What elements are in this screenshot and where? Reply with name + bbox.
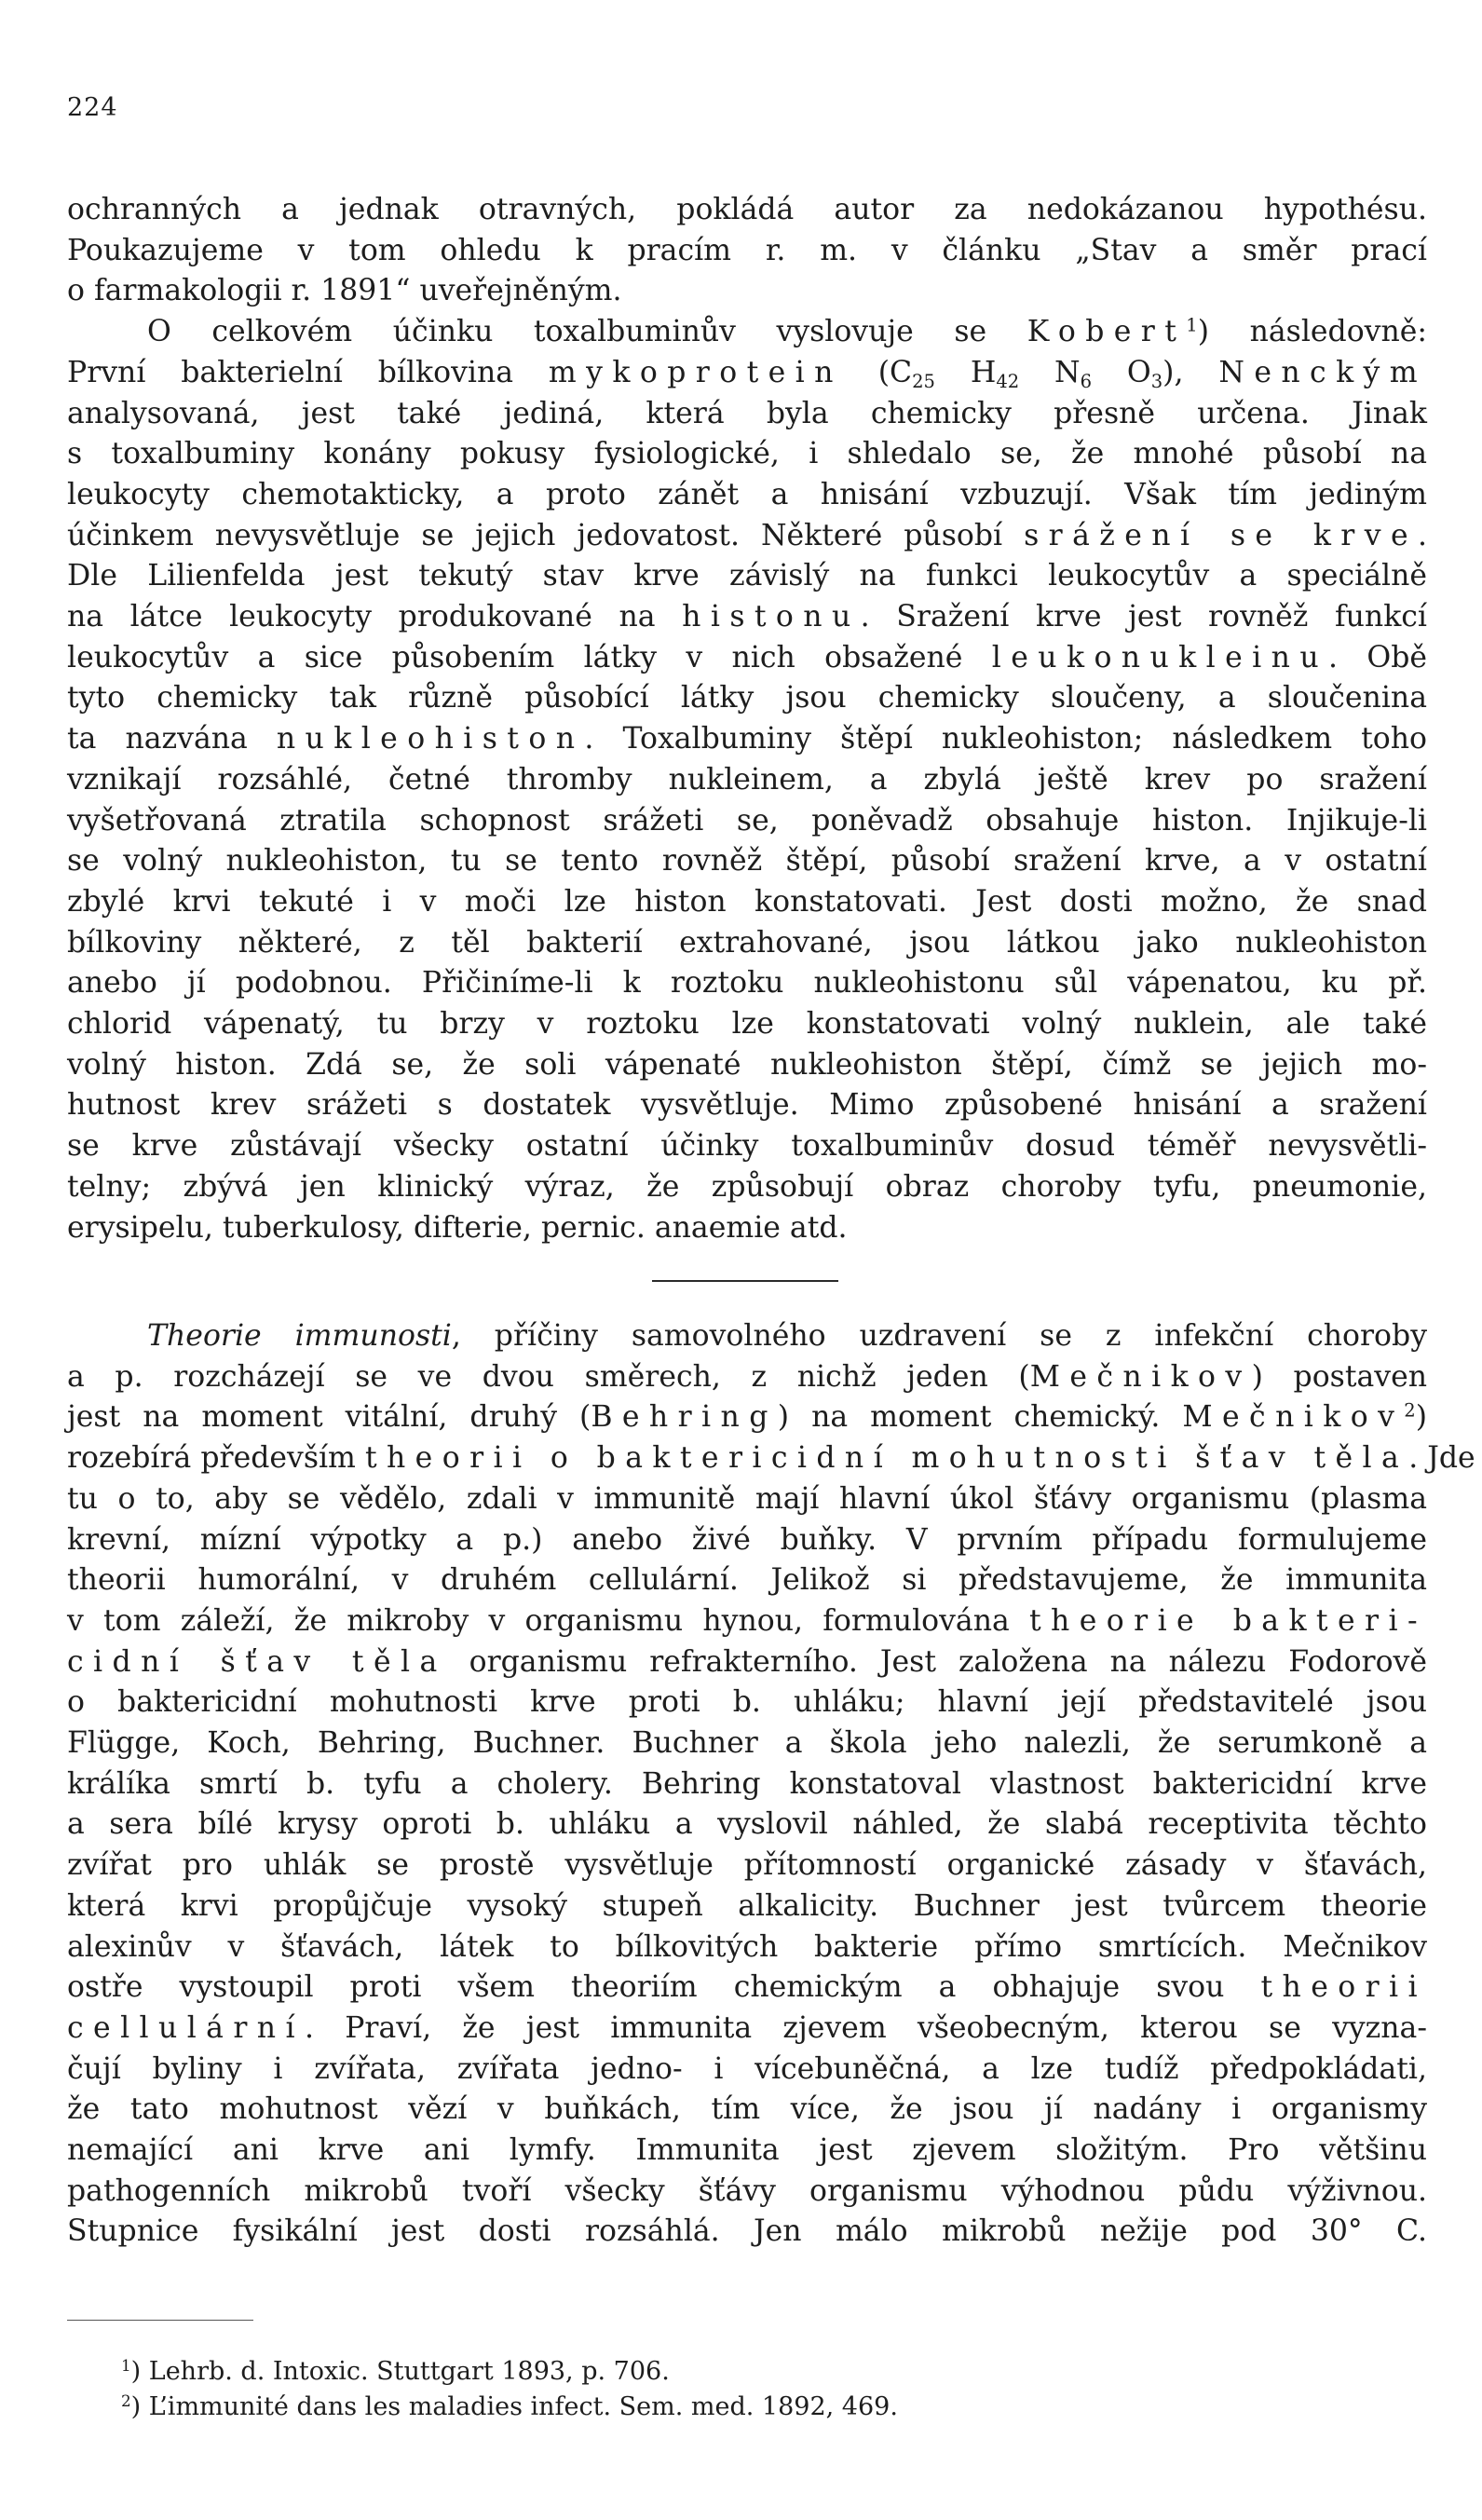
author-name: Mečnikov (1182, 1400, 1405, 1435)
emphasized-term: cellulární (67, 2010, 305, 2045)
text-line: účinkem nevysvětluje se jejich jedovatost. Některé působí srážení se krve. (67, 518, 1427, 552)
text-line: Theorie immunosti, příčiny samovolného uzdravení se z infekční choroby (147, 1319, 1427, 1353)
emphasized-term: theorie bakteri- (1029, 1603, 1427, 1638)
text-line: theorii humorální, v druhém cellulární. Jelikož si představujeme, že immunita (67, 1563, 1427, 1598)
text-line: se volný nukleohiston, tu se tento rovněž štěpí, působí sražení krve, a v ostatní (67, 844, 1427, 879)
section-heading-italic: Theorie immunosti (147, 1319, 452, 1353)
author-name: Nenckým (1218, 355, 1428, 389)
text-line: Flügge, Koch, Behring, Buchner. Buchner a škola jeho nalezli, že serumkoně a (67, 1726, 1427, 1761)
text-line: anebo jí podobnou. Přičiníme-li k roztoku nukleohistonu sůl vápenatou, ku př. (67, 966, 1427, 1001)
text-line: hutnost krev srážeti s dostatek vysvětluje. Mimo způsobené hnisání a sražení (67, 1088, 1427, 1123)
text-line: a p. rozcházejí se ve dvou směrech, z nichž jeden (Mečnikov) postaven (67, 1359, 1427, 1394)
text-line: a sera bílé krysy oproti b. uhláku a vyslovil náhled, že slabá receptivita těchto (67, 1807, 1427, 1842)
author-name: Kobert (1027, 315, 1187, 349)
text-line: zbylé krvi tekuté i v moči lze histon konstatovati. Jest dosti možno, že snad (67, 884, 1427, 919)
text-line: krevní, mízní výpotky a p.) anebo živé buňky. V prvním případu formulujeme (67, 1522, 1427, 1557)
text-line: bílkoviny některé, z těl bakterií extrahované, jsou látkou jako nukleohiston (67, 925, 1427, 960)
section-divider (652, 1280, 838, 1282)
text-line: chlorid vápenatý, tu brzy v roztoku lze konstatovati volný nuklein, ale také (67, 1007, 1427, 1042)
text-line: O celkovém účinku toxalbuminův vyslovuje se Kobert$^1$) následovně: (147, 314, 1427, 349)
text-line: leukocytův a sice působením látky v nich obsažené leukonukleinu. Obě (67, 640, 1428, 674)
text-line: Poukazujeme v tom ohledu k pracím r. m. v článku „Stav a směr prací (67, 233, 1427, 267)
text-line: čují byliny i zvířata, zvířata jedno- i vícebuněčná, a lze tudíž předpokládati, (67, 2051, 1427, 2086)
text-line: nemající ani krve ani lymfy. Immunita jest zjevem složitým. Pro většinu (67, 2133, 1427, 2168)
emphasized-term: theorii o baktericidní mohutnosti šťav těla (364, 1441, 1409, 1476)
text-line: zvířat pro uhlák se prostě vysvětluje přítomností organické zásady v šťavách, (67, 1848, 1427, 1883)
formula-subscript: 3 (1150, 370, 1163, 392)
text-line: vznikají rozsáhlé, četné thromby nukleinem, a zbylá ještě krev po sražení (67, 762, 1427, 797)
footnotes (121, 2354, 1332, 2425)
text-line: s toxalbuminy konány pokusy fysiologické, i shledalo se, že mnohé působí na (67, 437, 1427, 471)
text-line: králíka smrtí b. tyfu a cholery. Behring konstatoval vlastnost baktericidní krve (67, 1766, 1427, 1801)
text-line: cellulární. Praví, že jest immunita zjevem všeobecným, kterou se vyzna- (67, 2010, 1427, 2045)
text-line: na látce leukocyty produkované na histonu. Sražení krve jest rovněž funkcí (67, 600, 1427, 634)
text-line: v tom záleží, že mikroby v organismu hynou, formulována theorie bakteri- (67, 1603, 1427, 1638)
text-line: ochranných a jednak otravných, pokládá autor za nedokázanou hypothésu. (67, 193, 1427, 226)
text-line: rozebírá především theorii o baktericidní mohutnosti šťav těla. Jde (67, 1441, 1475, 1476)
text-line: tu o to, aby se vědělo, zdali v immunitě mají hlavní úkol šťávy organismu (plasma (67, 1481, 1427, 1516)
text-line: cidní šťav těla organismu refrakterního. Jest založena na nálezu Fodorově (67, 1644, 1427, 1679)
formula-subscript: 6 (1080, 370, 1093, 392)
emphasized-term: leukonukleinu (991, 640, 1328, 674)
page-number: 224 (67, 93, 118, 122)
footnote-ref: 2 (1404, 1399, 1416, 1422)
paragraph-toxalbumins (67, 190, 1427, 1248)
emphasized-term: nukleohiston (276, 722, 585, 756)
text-line: že tato mohutnost vězí v buňkách, tím více, že jsou jí nadány i organismy (67, 2092, 1427, 2127)
author-name: Mečnikov (1029, 1359, 1252, 1394)
text-line: Stupnice fysikální jest dosti rozsáhlá. Jen málo mikrobů nežije pod 30° C. (67, 2214, 1427, 2249)
emphasized-term: mykoprotein (548, 355, 843, 389)
emphasized-term: cidní šťav těla (67, 1644, 447, 1679)
text-line: která krvi propůjčuje vysoký stupeň alkalicity. Buchner jest tvůrcem theorie (67, 1888, 1427, 1923)
text-line: erysipelu, tuberkulosy, difterie, pernic. anaemie atd. (67, 1210, 848, 1245)
footnote-1: $^1$) Lehrb. d. Intoxic. Stuttgart 1893, p. 706. (121, 2355, 670, 2386)
text-line: jest na moment vitální, druhý (Behring) na moment chemický. Mečnikov$^2$) (67, 1399, 1427, 1435)
text-line: ostře vystoupil proti všem theoriím chemickým a obhajuje svou theorii (67, 1970, 1427, 2005)
text-line: tyto chemicky tak různě působící látky jsou chemicky sloučeny, a sloučenina (67, 681, 1427, 715)
footnote-marker: 2 (121, 2391, 131, 2410)
text-line: alexinův v šťavách, látek to bílkovitých bakterie přímo smrtících. Mečnikov (67, 1929, 1427, 1964)
text-line: o farmakologii r. 1891“ uveřejněným. (67, 274, 622, 308)
text-line: analysovaná, jest také jediná, která byla chemicky přesně určena. Jinak (67, 396, 1427, 430)
text-line: ta nazvána nukleohiston. Toxalbuminy štěpí nukleohiston; následkem toho (67, 722, 1427, 756)
emphasized-term: srážení se krve (1024, 518, 1418, 552)
footnote-rule (67, 2320, 253, 2321)
text-line: Dle Lilienfelda jest tekutý stav krve závislý na funkci leukocytův a speciálně (67, 559, 1427, 593)
paragraph-immunity-theory (67, 1316, 1475, 2253)
author-name: Behring (591, 1400, 778, 1435)
text-line: pathogenních mikrobů tvoří všecky šťávy organismu výhodnou půdu výživnou. (67, 2173, 1427, 2208)
formula-subscript: 25 (912, 370, 935, 392)
text-line: První bakterielní bílkovina mykoprotein ($C_{25}$ $H_{42}$ $N_6$ $O_3$), Nenckým (67, 355, 1428, 392)
text-line: leukocyty chemotakticky, a proto zánět a hnisání vzbuzují. Však tím jediným (67, 477, 1427, 511)
emphasized-term: histonu (682, 600, 861, 634)
footnote-ref: 1 (1186, 314, 1198, 336)
footnote-marker: 1 (121, 2355, 131, 2375)
text-line: o baktericidní mohutnosti krve proti b. uhláku; hlavní její představitelé jsou (67, 1685, 1427, 1720)
footnote-2: $^2$) L’immunité dans les maladies infect. Sem. med. 1892, 469. (121, 2391, 898, 2421)
text-line: telny; zbývá jen klinický výraz, že způsobují obraz choroby tyfu, pneumonie, (67, 1169, 1427, 1204)
emphasized-term: theorii (1260, 1970, 1427, 2005)
text-line: se krve zůstávají všecky ostatní účinky toxalbuminův dosud téměř nevysvětli- (67, 1129, 1427, 1164)
text-line: volný histon. Zdá se, že soli vápenaté nukleohiston štěpí, čímž se jejich mo- (67, 1047, 1427, 1082)
text-line: vyšetřovaná ztratila schopnost srážeti se, poněvadž obsahuje histon. Injikuje-li (67, 803, 1427, 838)
formula-subscript: 42 (996, 370, 1020, 392)
